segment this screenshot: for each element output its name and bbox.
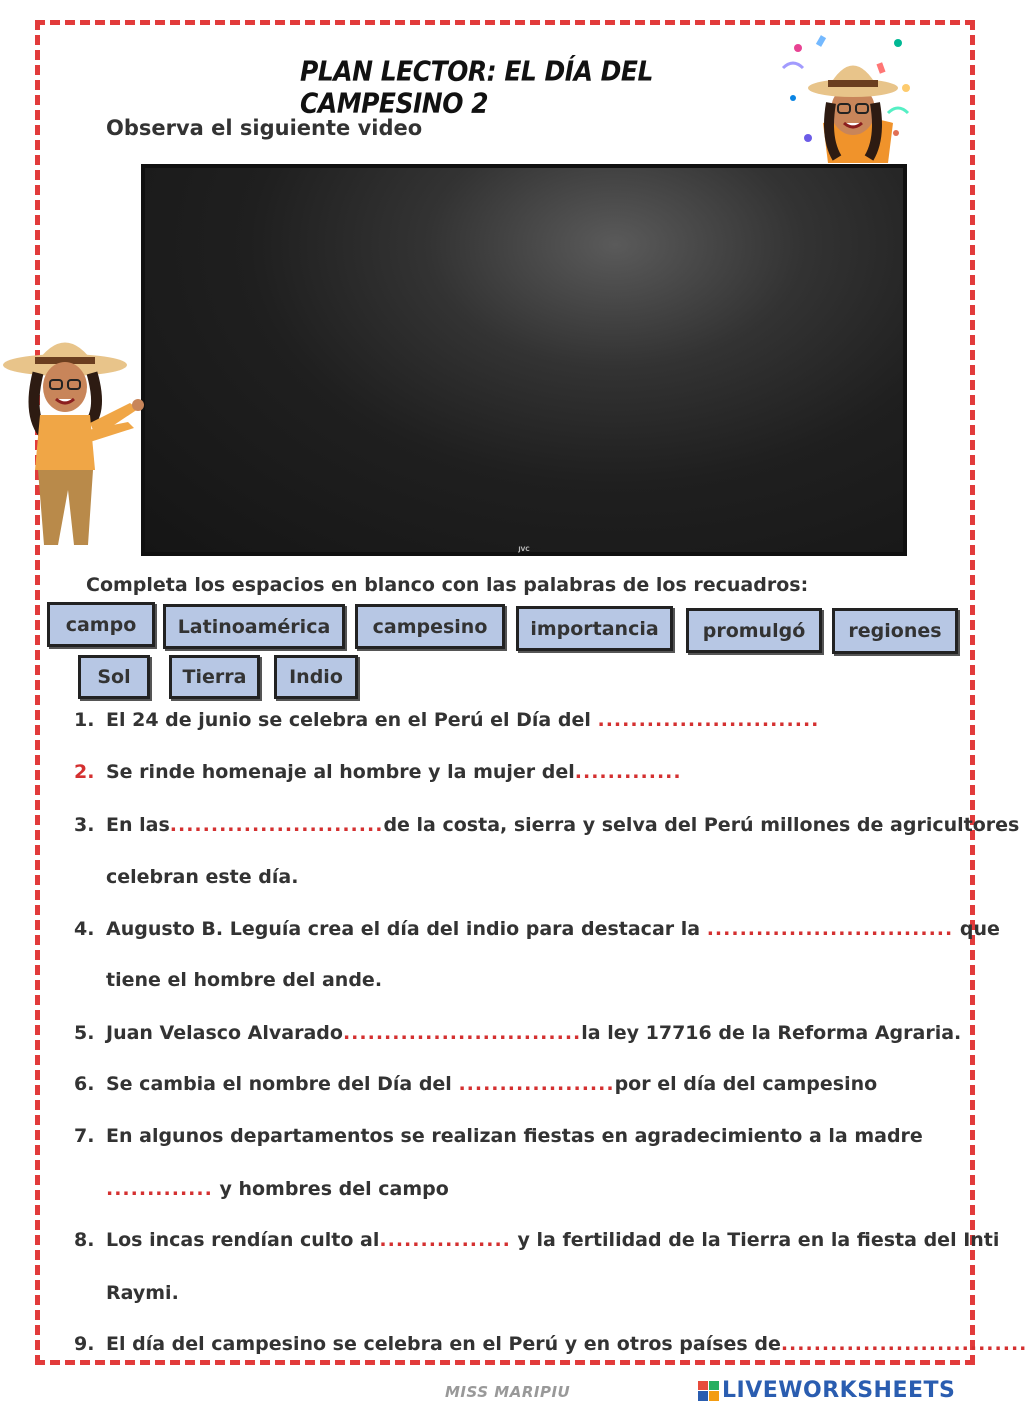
question-8-line2: Raymi.	[106, 1282, 179, 1304]
answer-blank-7[interactable]: .............	[106, 1178, 213, 1200]
answer-blank-5[interactable]: .............................	[342, 1022, 582, 1044]
teacher-avatar-confetti	[778, 28, 918, 163]
answer-blank-8[interactable]: ................	[379, 1229, 511, 1251]
answer-blank-1[interactable]: ...........................	[597, 709, 820, 731]
word-card-campo[interactable]: campo	[47, 602, 155, 647]
question-8: 8. Los incas rendían culto al................ y la fertilidad de la Tierra en la fiesta del Inti	[74, 1229, 1000, 1251]
word-card-latinoamerica[interactable]: Latinoamérica	[163, 604, 345, 649]
video-player[interactable]	[141, 164, 907, 556]
question-7-line2: ............. y hombres del campo	[106, 1178, 449, 1200]
question-3-line2: celebran este día.	[106, 866, 299, 888]
question-4: 4. Augusto B. Leguía crea el día del indio para destacar la .............................. que	[74, 918, 1000, 940]
question-7: 7. En algunos departamentos se realizan fiestas en agradecimiento a la madre	[74, 1125, 923, 1147]
liveworksheets-logo-icon	[698, 1381, 718, 1401]
video-instruction: Observa el siguiente video	[106, 116, 423, 140]
page-title: PLAN LECTOR: EL DÍA DEL CAMPESINO 2	[300, 55, 653, 119]
tv-brand-logo: JVC	[518, 546, 530, 553]
liveworksheets-text: LIVEWORKSHEETS	[722, 1378, 956, 1403]
answer-blank-2[interactable]: .............	[574, 761, 682, 783]
word-card-sol[interactable]: Sol	[78, 655, 150, 699]
word-card-tierra[interactable]: Tierra	[169, 655, 260, 699]
teacher-pointing-avatar	[0, 335, 150, 550]
question-5: 5. Juan Velasco Alvarado.............................la ley 17716 de la Reforma Agraria.	[74, 1022, 962, 1044]
word-card-regiones[interactable]: regiones	[832, 608, 958, 654]
word-card-indio[interactable]: Indio	[274, 655, 358, 699]
question-2: 2. Se rinde homenaje al hombre y la mujer del.............	[74, 761, 682, 783]
answer-blank-9[interactable]: ..............................	[780, 1333, 1027, 1355]
question-4-line2: tiene el hombre del ande.	[106, 969, 383, 991]
answer-blank-6[interactable]: ...................	[458, 1073, 615, 1095]
answer-blank-3[interactable]: ..........................	[169, 814, 384, 836]
word-bank-instruction: Completa los espacios en blanco con las palabras de los recuadros:	[86, 574, 809, 596]
question-3: 3. En las..........................de la costa, sierra y selva del Perú millones de agricultores	[74, 814, 1020, 836]
word-card-promulgo[interactable]: promulgó	[686, 608, 822, 653]
answer-blank-4[interactable]: ..............................	[706, 918, 954, 940]
question-6: 6. Se cambia el nombre del Día del ...................por el día del campesino	[74, 1073, 878, 1095]
word-card-importancia[interactable]: importancia	[516, 606, 673, 651]
author-signature: MISS MARIPIU	[445, 1383, 571, 1401]
question-9: 9. El día del campesino se celebra en el Perú y en otros países de..............................	[74, 1333, 1027, 1355]
liveworksheets-brand[interactable]	[698, 1378, 955, 1403]
question-1: 1. El 24 de junio se celebra en el Perú el Día del ...........................	[74, 709, 820, 731]
word-card-campesino[interactable]: campesino	[355, 604, 505, 649]
